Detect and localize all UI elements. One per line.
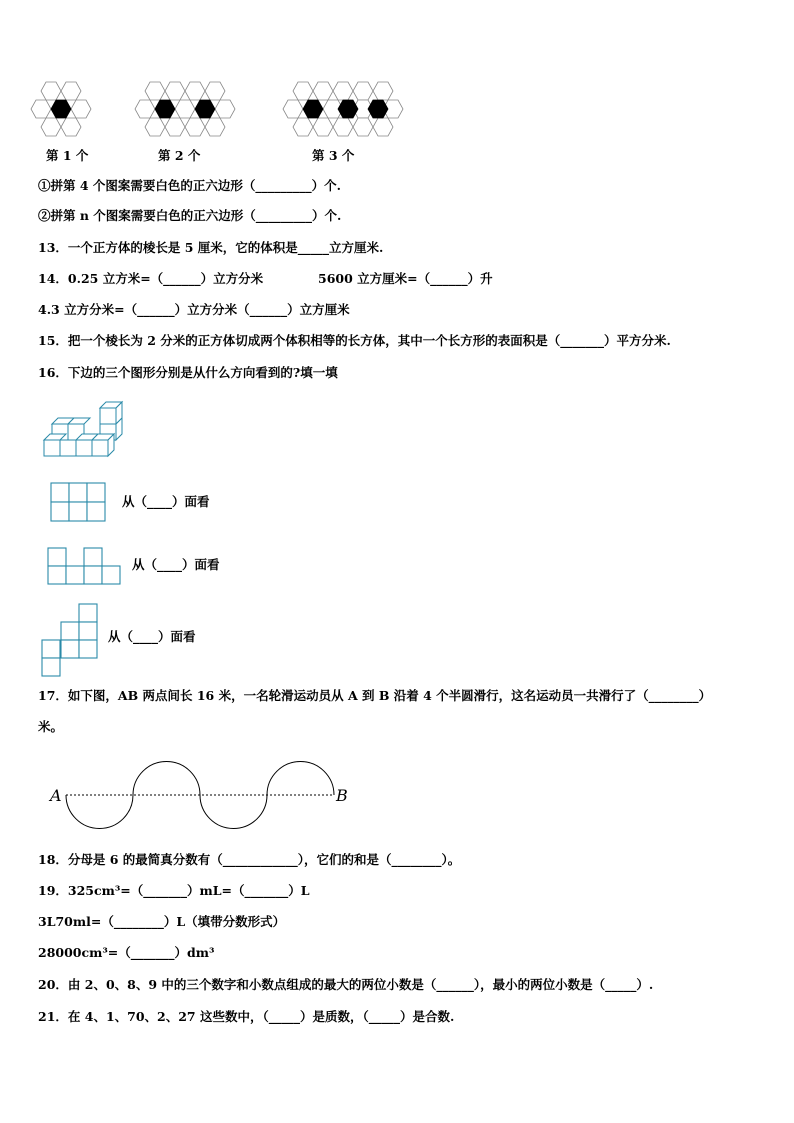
hex-pattern-figure-1 [36, 78, 96, 138]
q18-text: 18．分母是 6 的最简真分数有（____________），它们的和是（________）。 [38, 852, 461, 867]
semicircle-path-figure [50, 760, 360, 840]
q14-line-2: 4.3 立方分米=（______）立方分米（______）立方厘米 [38, 302, 350, 317]
q14-line-1b: 5600 立方厘米=（______）升 [318, 271, 493, 286]
q12-item-1: ①拼第 4 个图案需要白色的正六边形（_________）个. [38, 178, 342, 193]
q16-stem: 16．下边的三个图形分别是从什么方向看到的?填一填 [38, 365, 338, 380]
q19-line-3: 28000cm³=（_______）dm³ [38, 945, 215, 960]
figure-label-1: 第 1 个 [46, 148, 89, 163]
figure-label-2: 第 2 个 [158, 148, 201, 163]
q16-view-1-label: 从（____）面看 [122, 494, 210, 509]
q19-line-2: 3L70ml=（________）L（填带分数形式） [38, 914, 286, 929]
hex-pattern-figure-2 [140, 78, 226, 138]
hex-pattern-figure-3 [288, 78, 404, 138]
view-figure-1 [50, 482, 106, 522]
q20-text: 20．由 2、0、8、9 中的三个数字和小数点组成的最大的两位小数是（______），最小的两位小数是（_____）. [38, 977, 654, 992]
view-figure-2 [47, 547, 123, 585]
q16-view-2-label: 从（____）面看 [132, 557, 220, 572]
q17-line-1: 17．如下图，AB 两点间长 16 米，一名轮滑运动员从 A 到 B 沿着 4 个半圆滑行，这名运动员一共滑行了（________） [38, 688, 712, 703]
q16-view-3-label: 从（____）面看 [108, 629, 196, 644]
q15-text: 15．把一个棱长为 2 分米的正方体切成两个体积相等的长方体，其中一个长方形的表面积是（_______）平方分米. [38, 333, 671, 348]
q19-line-1: 19．325cm³=（_______）mL=（_______）L [38, 883, 310, 898]
point-a-label: A [50, 786, 62, 805]
q17-line-2: 米。 [38, 719, 64, 734]
q13-text: 13．一个正方体的棱长是 5 厘米，它的体积是_____立方厘米. [38, 240, 384, 255]
cube-stack-figure [42, 398, 132, 460]
figure-label-3: 第 3 个 [312, 148, 355, 163]
q12-item-2: ②拼第 n 个图案需要白色的正六边形（_________）个. [38, 208, 342, 223]
point-b-label: B [336, 786, 348, 805]
q21-text: 21．在 4、1、70、2、27 这些数中，（_____）是质数，（_____）是合数. [38, 1009, 455, 1024]
q14-line-1a: 14．0.25 立方米=（______）立方分米 [38, 271, 264, 286]
view-figure-3 [41, 603, 99, 677]
